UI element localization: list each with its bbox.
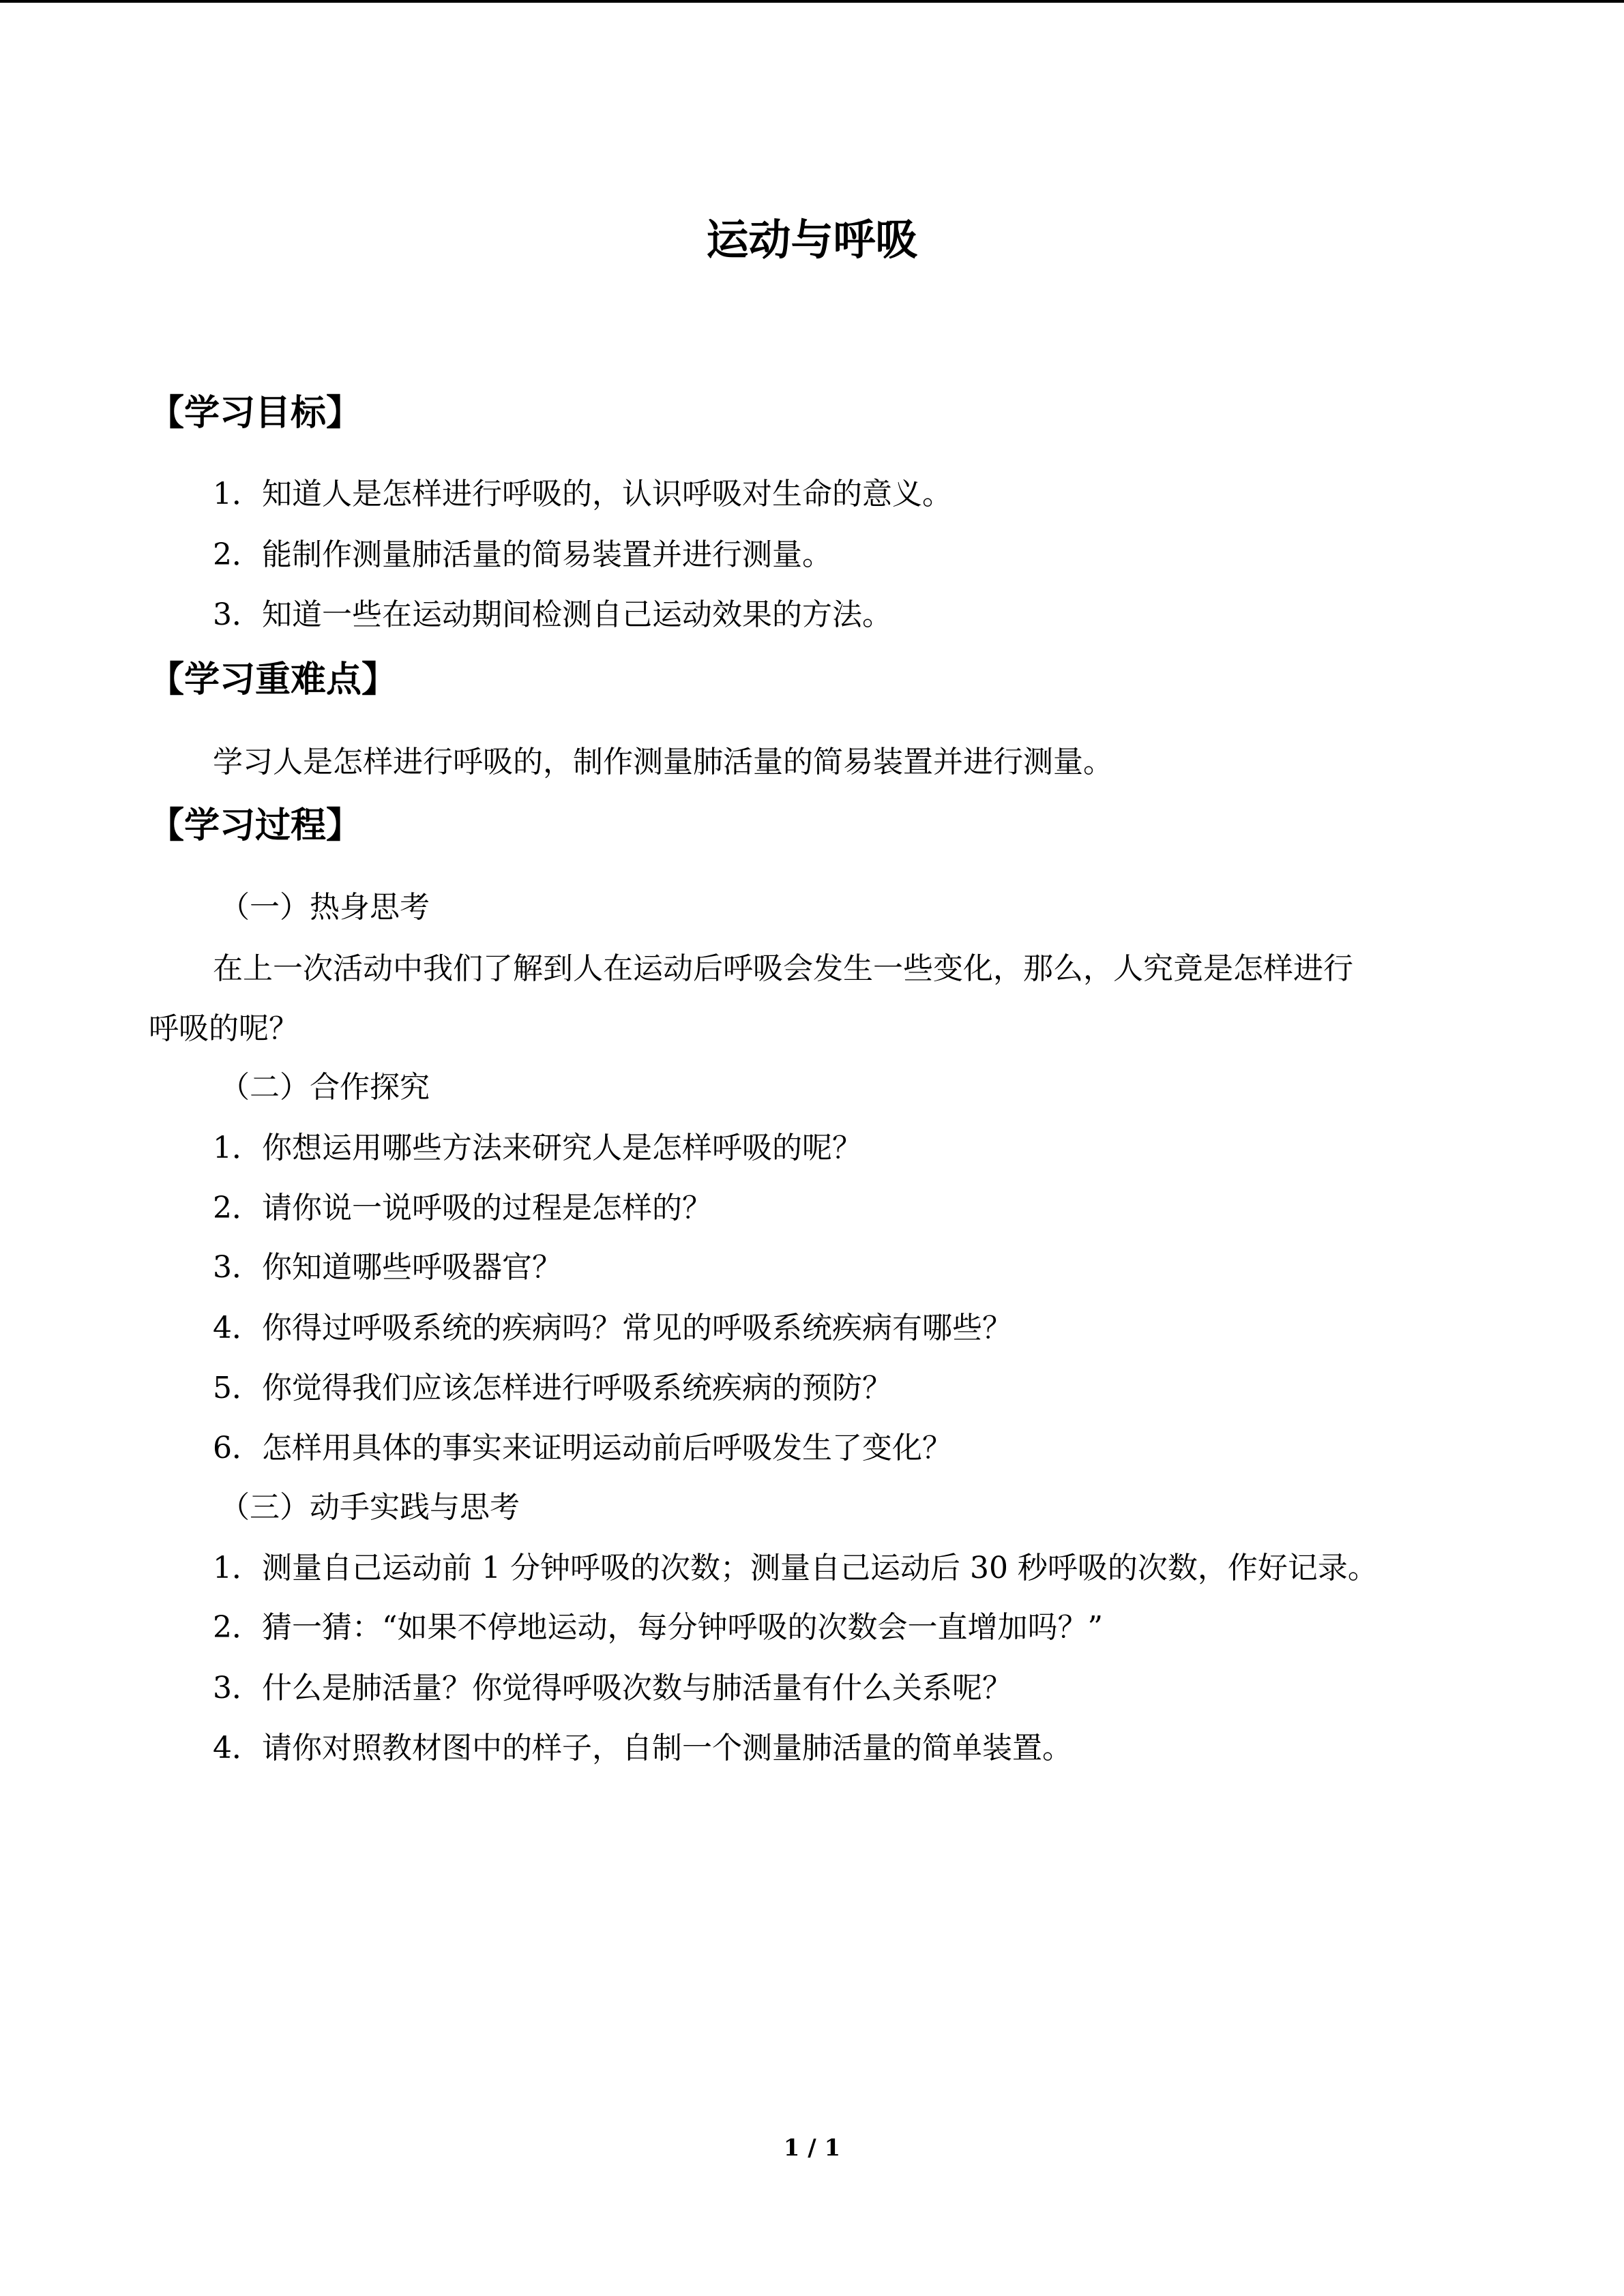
part2-item-1: 1．你想运用哪些方法来研究人是怎样呼吸的呢？: [213, 1131, 862, 1165]
part3-title: （三）动手实践与思考: [220, 1490, 520, 1525]
part1-text-line1: 在上一次活动中我们了解到人在运动后呼吸会发生一些变化，那么，人究竟是怎样进行: [213, 951, 1353, 986]
page-title: 运动与呼吸: [706, 215, 918, 265]
part2-item-2: 2．请你说一说呼吸的过程是怎样的？: [213, 1191, 712, 1225]
top-border-line: [0, 0, 1624, 3]
heading-key-points: 【学习重难点】: [149, 659, 398, 700]
part1-text-line2: 呼吸的呢？: [149, 1011, 299, 1046]
goal-item-1: 1．知道人是怎样进行呼吸的，认识呼吸对生命的意义。: [213, 477, 952, 511]
page-number: 1 / 1: [783, 2134, 841, 2162]
part3-item-2: 2．猜一猜：“如果不停地运动，每分钟呼吸的次数会一直增加吗？”: [213, 1610, 1103, 1645]
part3-item-1: 1．测量自己运动前 1 分钟呼吸的次数；测量自己运动后 30 秒呼吸的次数，作好记录。: [213, 1551, 1378, 1585]
part3-item-3: 3．什么是肺活量？你觉得呼吸次数与肺活量有什么关系呢？: [213, 1671, 1012, 1705]
part2-item-4: 4．你得过呼吸系统的疾病吗？常见的呼吸系统疾病有哪些？: [213, 1311, 1012, 1345]
heading-learning-process: 【学习过程】: [149, 805, 362, 846]
part2-item-5: 5．你觉得我们应该怎样进行呼吸系统疾病的预防？: [213, 1371, 892, 1405]
part2-item-6: 6．怎样用具体的事实来证明运动前后呼吸发生了变化？: [213, 1431, 952, 1465]
part1-title: （一）热身思考: [220, 890, 430, 925]
part3-item-4: 4．请你对照教材图中的样子，自制一个测量肺活量的简单装置。: [213, 1731, 1072, 1765]
key-points-text: 学习人是怎样进行呼吸的，制作测量肺活量的简易装置并进行测量。: [213, 745, 1113, 779]
goal-item-3: 3．知道一些在运动期间检测自己运动效果的方法。: [213, 597, 892, 632]
goal-item-2: 2．能制作测量肺活量的简易装置并进行测量。: [213, 537, 832, 572]
heading-learning-goals: 【学习目标】: [149, 393, 362, 434]
part2-item-3: 3．你知道哪些呼吸器官？: [213, 1250, 562, 1285]
part2-title: （二）合作探究: [220, 1070, 430, 1105]
